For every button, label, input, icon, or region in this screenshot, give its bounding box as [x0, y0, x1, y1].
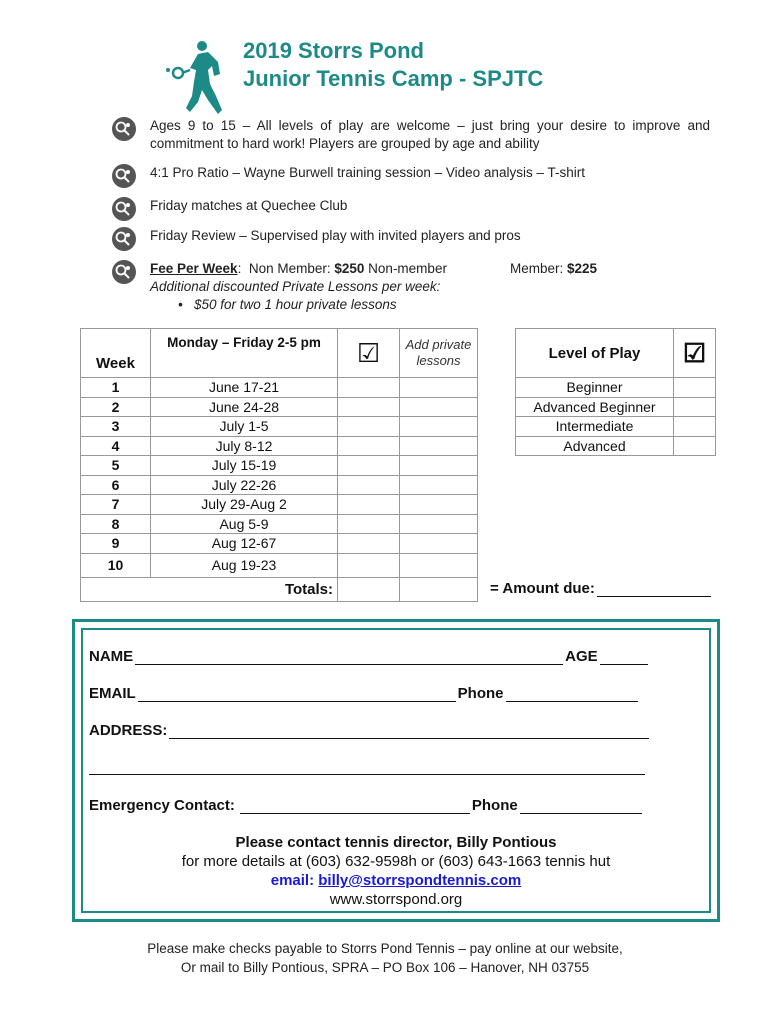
tennis-player-silhouette-icon	[160, 40, 232, 120]
address-field-line-2[interactable]	[89, 760, 645, 775]
table-row: Advanced	[516, 436, 716, 456]
private-lessons-cell[interactable]	[400, 553, 478, 577]
totals-label: Totals:	[81, 577, 338, 601]
week-header: Week	[81, 329, 151, 378]
totals-private-cell[interactable]	[400, 577, 478, 601]
level-table	[515, 328, 716, 456]
week-checkbox[interactable]	[338, 495, 400, 515]
email-label: EMAIL	[89, 685, 136, 702]
week-checkbox[interactable]	[338, 397, 400, 417]
table-row: Advanced Beginner	[516, 397, 716, 417]
week-checkbox[interactable]	[338, 534, 400, 554]
table-row: 4 July 8-12	[81, 436, 570, 456]
list-item	[110, 197, 720, 223]
phone-label: Phone	[457, 685, 504, 702]
week-checkbox[interactable]	[338, 436, 400, 456]
week-checkbox[interactable]	[338, 417, 400, 437]
list-item	[110, 117, 720, 153]
email-row	[89, 685, 640, 702]
contact-email	[72, 872, 720, 889]
page-title	[243, 37, 543, 93]
tennis-ball-racket-icon	[110, 162, 138, 190]
title-line-1: 2019 Storrs Pond	[243, 38, 424, 63]
table-row: Intermediate	[516, 417, 716, 437]
fee-member	[510, 260, 597, 278]
week-checkbox[interactable]	[338, 456, 400, 476]
fee-member-prefix: Member:	[510, 261, 568, 276]
week-checkbox[interactable]	[338, 378, 400, 398]
address-row-2	[89, 760, 647, 775]
name-label: NAME	[89, 648, 134, 665]
private-lessons-header: Add private lessons	[400, 329, 478, 378]
private-lessons-cell[interactable]	[400, 495, 478, 515]
fee-block	[150, 260, 710, 314]
address-row	[89, 722, 651, 739]
tennis-ball-racket-icon	[110, 225, 138, 253]
table-row: 10 Aug 19-23	[81, 553, 570, 577]
fee-member-amount: $225	[567, 261, 598, 276]
fee-label: Fee Per Week	[150, 261, 238, 276]
footer-line-1: Please make checks payable to Storrs Pond Tennis – pay online at our website,	[147, 941, 623, 956]
level-header-row	[516, 329, 716, 378]
emergency-contact-field[interactable]	[240, 799, 470, 814]
table-row: 9 Aug 12-67	[81, 534, 570, 554]
level-checkbox[interactable]	[674, 417, 716, 437]
bullet-text: Friday matches at Quechee Club	[150, 198, 348, 213]
email-link[interactable]: billy@storrspondtennis.com	[318, 872, 522, 889]
level-checkbox-header	[674, 329, 716, 378]
private-lessons-cell[interactable]	[400, 456, 478, 476]
table-row: 6 July 22-26	[81, 475, 570, 495]
private-lessons-cell[interactable]	[400, 534, 478, 554]
email-field[interactable]	[138, 687, 456, 702]
bullet-text: 4:1 Pro Ratio – Wayne Burwell training session – Video analysis – T-shirt	[150, 165, 585, 180]
table-row: 3 July 1-5	[81, 417, 570, 437]
amount-due-field[interactable]	[597, 581, 711, 597]
contact-title: Please contact tennis director, Billy Pontious	[235, 834, 557, 851]
title-line-2: Junior Tennis Camp - SPJTC	[243, 66, 544, 91]
amount-due-label: = Amount due:	[490, 580, 595, 597]
level-header: Level of Play	[516, 329, 674, 378]
week-checkbox-header	[338, 329, 400, 378]
level-checkbox[interactable]	[674, 378, 716, 398]
week-checkbox[interactable]	[338, 475, 400, 495]
table-header-row	[81, 329, 570, 378]
checkbox-icon: ☑	[356, 338, 381, 368]
table-row: 7 July 29-Aug 2	[81, 495, 570, 515]
totals-weeks-cell[interactable]	[338, 577, 400, 601]
phone-field[interactable]	[506, 687, 638, 702]
table-row: 8 Aug 5-9	[81, 514, 570, 534]
tennis-ball-racket-icon	[110, 115, 138, 143]
table-row: 2 June 24-28	[81, 397, 570, 417]
amount-due	[490, 580, 711, 597]
email-prefix: email:	[270, 872, 319, 889]
emergency-phone-label: Phone	[471, 797, 518, 814]
name-row	[89, 648, 650, 665]
private-lessons-cell[interactable]	[400, 417, 478, 437]
week-checkbox[interactable]	[338, 553, 400, 577]
dates-header: Monday – Friday 2-5 pm	[151, 329, 338, 378]
table-row: 1 June 17-21	[81, 378, 570, 398]
fee-colon: :	[237, 261, 242, 276]
private-lessons-cell[interactable]	[400, 397, 478, 417]
emergency-row	[89, 797, 644, 814]
age-field[interactable]	[600, 650, 648, 665]
bullet-text: Friday Review – Supervised play with invited players and pros	[150, 228, 521, 243]
emergency-label: Emergency Contact:	[89, 797, 235, 814]
table-row: Beginner	[516, 378, 716, 398]
list-item	[110, 164, 720, 190]
website-link[interactable]: www.storrspond.org	[329, 891, 463, 908]
name-field[interactable]	[135, 650, 563, 665]
fee-nonmember-prefix: Non Member:	[248, 261, 335, 276]
contact-details: for more details at (603) 632-9598h or (603) 643-1663 tennis hut	[181, 853, 611, 870]
fee-line	[150, 260, 710, 278]
sub-bullet: • $50 for two 1 hour private lessons	[178, 297, 397, 312]
level-checkbox[interactable]	[674, 397, 716, 417]
list-item	[110, 260, 720, 314]
checkbox-icon: ☑	[682, 338, 707, 368]
additional-lessons: Additional discounted Private Lessons per week:	[150, 279, 441, 294]
address-field[interactable]	[169, 724, 649, 739]
private-lessons-cell[interactable]	[400, 475, 478, 495]
tennis-ball-racket-icon	[110, 258, 138, 286]
week-checkbox[interactable]	[338, 514, 400, 534]
fee-nonmember-suffix: Non-member	[364, 261, 447, 276]
bullet-text: Ages 9 to 15 – All levels of play are welcome – just bring your desire to improve and commitment to hard work! Players are grouped by age and ability	[150, 118, 710, 151]
age-label: AGE	[565, 648, 598, 665]
private-lessons-cell[interactable]	[400, 436, 478, 456]
sub-bullet-text: $50 for two 1 hour private lessons	[193, 297, 397, 312]
tennis-ball-racket-icon	[110, 195, 138, 223]
fee-nonmember-amount: $250	[334, 261, 365, 276]
level-checkbox[interactable]	[674, 436, 716, 456]
list-item	[110, 227, 720, 253]
table-row: 5 July 15-19	[81, 456, 570, 476]
footer-line-2: Or mail to Billy Pontious, SPRA – PO Box 106 – Hanover, NH 03755	[180, 960, 590, 975]
emergency-phone-field[interactable]	[520, 799, 642, 814]
address-label: ADDRESS:	[89, 722, 168, 739]
private-lessons-cell[interactable]	[400, 378, 478, 398]
private-lessons-cell[interactable]	[400, 514, 478, 534]
schedule-table	[80, 328, 570, 602]
